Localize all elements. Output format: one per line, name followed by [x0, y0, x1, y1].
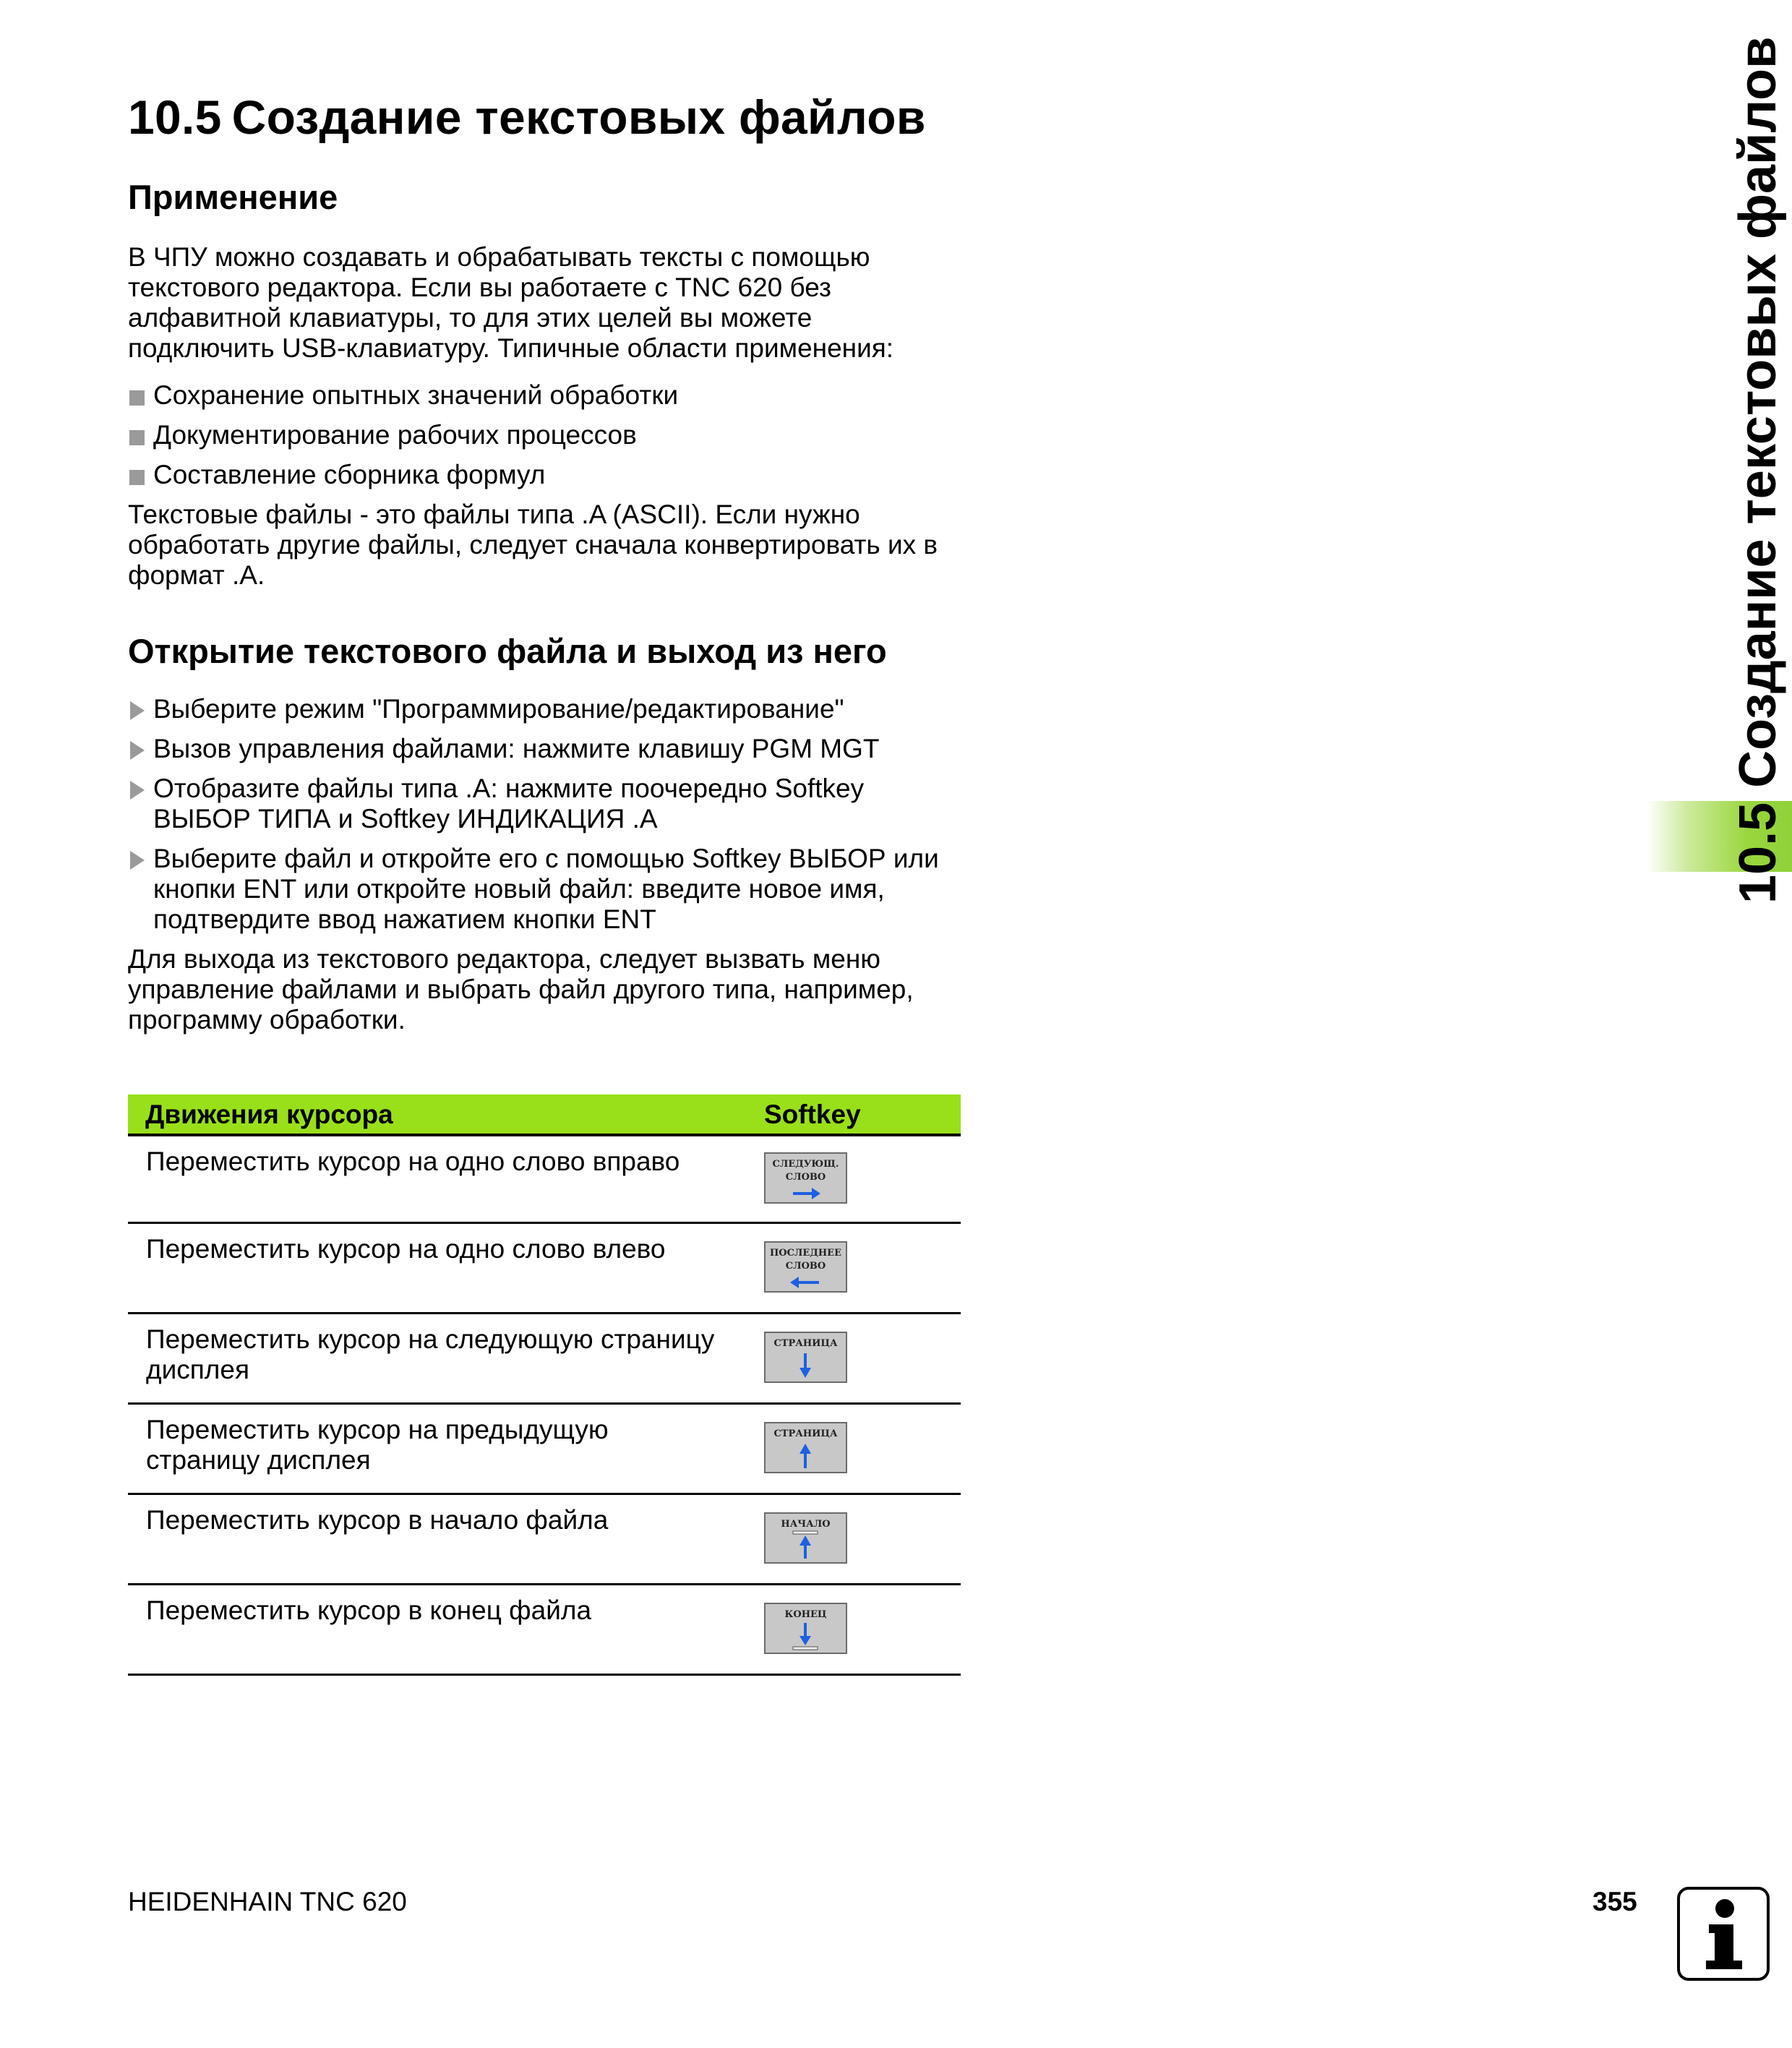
list-item: Выберите режим "Программирование/редактирование" [128, 694, 966, 724]
row-description: Переместить курсор в конец файла [146, 1595, 592, 1625]
application-heading: Применение [128, 178, 338, 216]
application-intro: В ЧПУ можно создавать и обрабатывать тексты с помощью текстового редактора. Если вы работаете с TNC 620 без алфавитной клавиатуры, то для этих целей вы можете подключить USB-клавиатуру. Типичные области применения: [128, 242, 894, 363]
softkey-label: НАЧАЛО [781, 1519, 831, 1530]
arrow-left-icon [766, 1243, 846, 1291]
table-row [128, 1495, 961, 1585]
open-exit-heading: Открытие текстового файла и выход из него [128, 632, 887, 670]
softkey-previous-word-button[interactable] [764, 1241, 847, 1293]
section-title: Создание текстовых файлов [231, 90, 926, 144]
section-number: 10.5 [128, 90, 222, 144]
arrow-up-icon [766, 1423, 846, 1472]
file-type-note: Текстовые файлы - это файлы типа .A (ASCII). Если нужно обработать другие файлы, следует сначала конвертировать их в формат .A. [128, 500, 938, 590]
main-content [128, 87, 966, 1035]
exit-instructions: Для выхода из текстового редактора, следует вызвать меню управление файлами и выбрать файл другого типа, например, программу обработки. [128, 944, 914, 1034]
row-description: Переместить курсор на следующую страницу дисплея [146, 1324, 715, 1384]
list-item: Вызов управления файлами: нажмите клавишу PGM MGT [128, 734, 966, 764]
list-item: Отобразите файлы типа .A: нажмите поочередно Softkey ВЫБОР ТИПА и Softkey ИНДИКАЦИЯ .A [128, 774, 966, 834]
row-description: Переместить курсор на одно слово вправо [146, 1147, 680, 1176]
application-bullets [128, 380, 966, 490]
row-description: Переместить курсор на одно слово влево [146, 1234, 666, 1264]
list-item: Выберите файл и откройте его с помощью Softkey ВЫБОР или кнопки ENT или откройте новый файл: введите новое имя, подтвердите ввод нажатием кнопки ENT [128, 844, 966, 935]
table-row [128, 1314, 961, 1405]
footer-product: HEIDENHAIN TNC 620 [128, 1887, 407, 1916]
softkey-label: СТРАНИЦА [773, 1428, 838, 1439]
softkey-file-end-button[interactable] [764, 1603, 847, 1654]
column-header-softkey: Softkey [764, 1100, 861, 1129]
table-row [128, 1585, 961, 1676]
arrow-down-icon [766, 1333, 846, 1381]
softkey-label: ПОСЛЕДНЕЕ [769, 1248, 841, 1259]
softkey-label: СЛОВО [785, 1261, 826, 1272]
softkey-page-up-button[interactable] [764, 1422, 847, 1473]
list-item: Документирование рабочих процессов [128, 420, 966, 450]
column-header-action: Движения курсора [145, 1100, 393, 1129]
row-description: Переместить курсор в начало файла [146, 1505, 609, 1535]
softkey-label: СЛЕДУЮЩ. [772, 1159, 839, 1170]
side-section-number: 10.5 [1729, 802, 1787, 904]
cursor-movement-table [128, 1094, 961, 1676]
page-number: 355 [1592, 1887, 1637, 1916]
page-title [128, 87, 966, 147]
side-section-title-text: Создание текстовых файлов [1729, 36, 1787, 788]
table-row [128, 1136, 961, 1224]
arrow-down-to-bar-icon [766, 1604, 846, 1653]
list-item: Сохранение опытных значений обработки [128, 380, 966, 411]
arrow-right-icon [766, 1154, 846, 1202]
softkey-label: КОНЕЦ [784, 1609, 827, 1620]
side-section-title [1729, 37, 1787, 904]
softkey-next-word-button[interactable] [764, 1152, 847, 1204]
softkey-label: СЛОВО [785, 1172, 826, 1183]
list-item: Составление сборника формул [128, 460, 966, 490]
arrow-up-to-bar-icon [766, 1514, 846, 1562]
softkey-file-begin-button[interactable] [764, 1512, 847, 1564]
table-header [128, 1094, 961, 1136]
row-description: Переместить курсор на предыдущую страницу дисплея [146, 1415, 609, 1475]
open-exit-steps [128, 694, 966, 935]
table-row [128, 1405, 961, 1495]
softkey-label: СТРАНИЦА [773, 1338, 838, 1349]
softkey-page-down-button[interactable] [764, 1332, 847, 1383]
table-row [128, 1224, 961, 1314]
info-icon [1677, 1887, 1770, 1981]
